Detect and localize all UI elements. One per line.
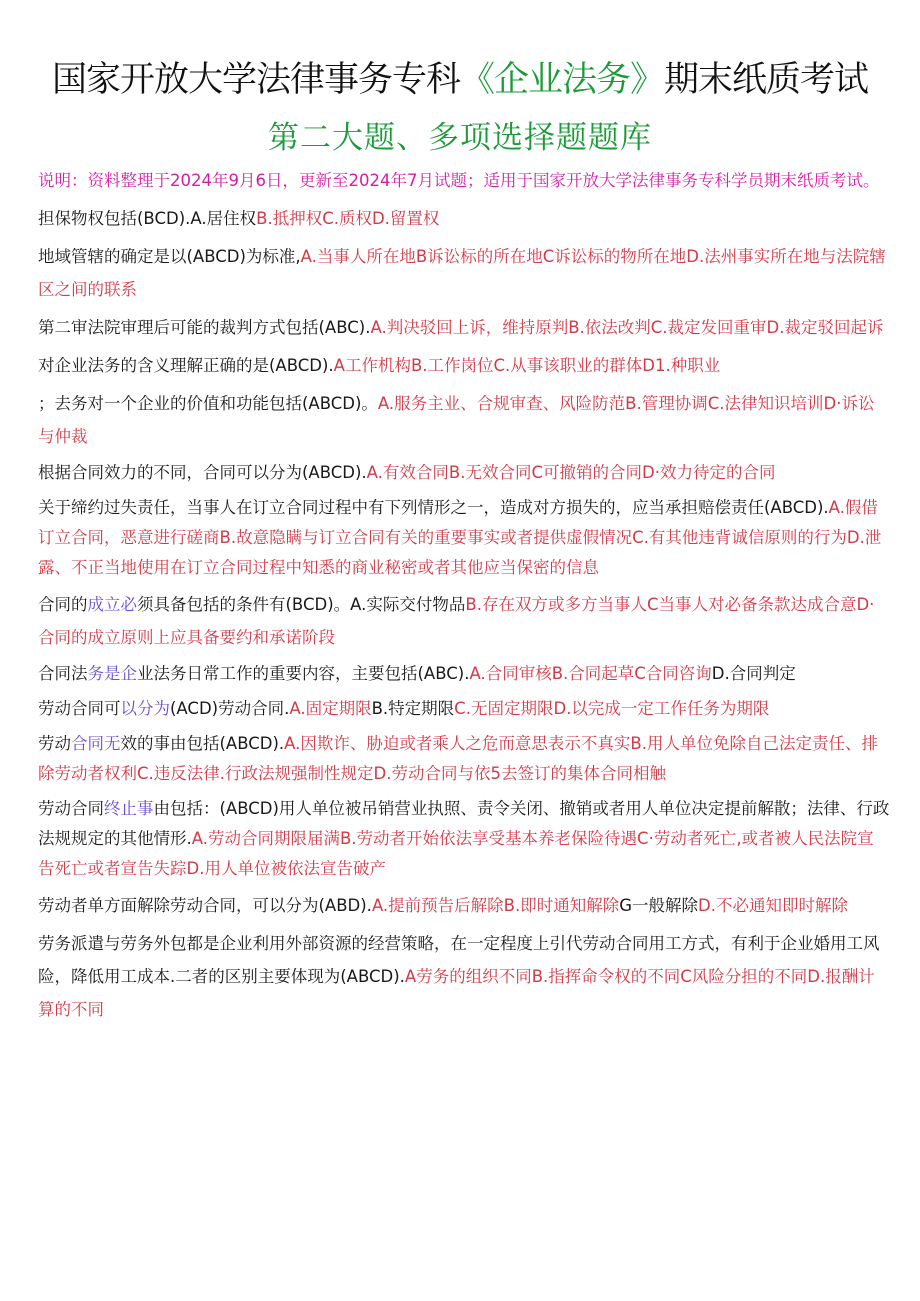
highlighted-text: 合同无 bbox=[71, 734, 121, 753]
question-item bbox=[38, 349, 890, 382]
title-suffix: 期末纸质考试 bbox=[664, 60, 869, 100]
question-text: 合同的 bbox=[38, 595, 88, 614]
question-text: 劳动者单方面解除劳动合同，可以分为(ABD). bbox=[38, 896, 372, 915]
answer-text: A.有效合同B.无效合同C可撤销的合同D·效力待定的合同 bbox=[366, 463, 776, 482]
highlighted-text: 终止事 bbox=[104, 799, 154, 818]
question-text: 合同法 bbox=[38, 664, 88, 683]
question-text: 须具备包括的条件有(BCD)。A.实际交付物品 bbox=[137, 595, 466, 614]
question-item bbox=[38, 202, 890, 235]
question-item bbox=[38, 493, 890, 583]
question-text: 地域管辖的确定是以(ABCD)为标准, bbox=[38, 247, 301, 266]
answer-text: A.劳动合同期限届满B.劳动者开始依法享受基本养老保险待遇C·劳动者死亡,或者被人民法院宣告死亡或者宣告失踪D.用人单位被依法宣告破产 bbox=[38, 829, 874, 878]
question-item bbox=[38, 889, 890, 922]
answer-text: A.当事人所在地B诉讼标的所在地C诉讼标的物所在地D.法州事实所在地与法院辖区之间的联系 bbox=[38, 247, 886, 299]
question-item bbox=[38, 458, 890, 488]
answer-text: A.假借订立合同，恶意进行磋商B.故意隐瞒与订立合同有关的重要事实或者提供虚假情况C.有其他违背诚信原则的行为D.泄露、不正当地使用在订立合同过程中知悉的商业秘密或者其他应当保密的信息 bbox=[38, 498, 882, 577]
answer-text: B.存在双方或多方当事人C当事人对必备条款达成合意D·合同的成立原则上应具备要约和承诺阶段 bbox=[38, 595, 875, 647]
question-item bbox=[38, 794, 890, 884]
page-title bbox=[0, 52, 920, 102]
question-text: 根据合同效力的不同，合同可以分为(ABCD). bbox=[38, 463, 367, 482]
question-item bbox=[38, 659, 890, 689]
question-item bbox=[38, 387, 890, 453]
question-text: 第二审法院审理后可能的裁判方式包括(ABC). bbox=[38, 318, 371, 337]
question-text: 劳动 bbox=[38, 734, 71, 753]
question-text: ；去务对一个企业的价值和功能包括(ABCD)。 bbox=[38, 394, 378, 413]
answer-text: D.不必通知即时解除 bbox=[698, 896, 848, 915]
question-text: 劳动合同 bbox=[38, 799, 104, 818]
question-item bbox=[38, 927, 890, 1026]
highlighted-text: 成立必 bbox=[87, 595, 137, 614]
answer-text: A.因欺诈、胁迫或者乘人之危而意思表示不真实B.用人单位免除自己法定责任、排除劳动者权利C.违反法律.行政法规强制性规定D.劳动合同与依5去签订的集体合同相触 bbox=[38, 734, 878, 783]
answer-text: A工作机构B.工作岗位C.从事该职业的群体D1.种职业 bbox=[333, 356, 721, 375]
question-text: 担保物权包括(BCD).A.居住权 bbox=[38, 209, 257, 228]
question-item bbox=[38, 694, 890, 724]
question-text: 对企业法务的含义理解正确的是(ABCD). bbox=[38, 356, 334, 375]
question-text: (ACD)劳动合同. bbox=[170, 699, 290, 718]
question-text: 由包括：(ABCD)用人单位被吊销营业执照、责令关闭、撤销或者用人单位决定提前解散；法律、行政法规规定的其他情形. bbox=[38, 799, 890, 848]
answer-text: B.抵押权C.质权D.留置权 bbox=[256, 209, 440, 228]
question-text: 关于缔约过失责任，当事人在订立合同过程中有下列情形之一，造成对方损失的，应当承担赔偿责任(ABCD). bbox=[38, 498, 829, 517]
question-item bbox=[38, 729, 890, 789]
question-item bbox=[38, 240, 890, 306]
question-text: 劳动合同可 bbox=[38, 699, 121, 718]
answer-text: C.无固定期限D.以完成一定工作任务为期限 bbox=[454, 699, 770, 718]
question-item bbox=[38, 311, 890, 344]
question-text: 劳务派遣与劳务外包都是企业利用外部资源的经营策略，在一定程度上引代劳动合同用工方式，有利于企业婚用工风险，降低用工成本.二者的区别主要体现为(ABCD). bbox=[38, 934, 880, 986]
question-text: 业法务日常工作的重要内容，主要包括(ABC). bbox=[137, 664, 470, 683]
page-subtitle: 第二大题、多项选择题题库 bbox=[268, 120, 652, 156]
question-text: B.特定期限 bbox=[371, 699, 455, 718]
highlighted-text: 务是企 bbox=[87, 664, 137, 683]
question-text: D.合同判定 bbox=[711, 664, 796, 683]
answer-text: A.提前预告后解除B.即时通知解除 bbox=[371, 896, 620, 915]
intro-note: 说明：资料整理于2024年9月6日，更新至2024年7月试题；适用于国家开放大学法律事务专科学员期末纸质考试。 bbox=[38, 171, 880, 190]
question-text: G一般解除 bbox=[619, 896, 699, 915]
highlighted-text: 以分为 bbox=[120, 699, 170, 718]
question-text: 效的事由包括(ABCD). bbox=[120, 734, 285, 753]
title-prefix: 国家开放大学法律事务专科 bbox=[51, 60, 460, 100]
answer-text: A.判决驳回上诉，维持原判B.依法改判C.裁定发回重审D.裁定驳回起诉 bbox=[370, 318, 884, 337]
answer-text: A.服务主业、合规审查、风险防范B.管理协调C.法律知识培训D·诉讼与仲裁 bbox=[38, 394, 875, 446]
answer-text: A.合同审核B.合同起草C合同咨询 bbox=[469, 664, 712, 683]
answer-text: A劳务的组织不同B.指挥命令权的不同C风险分担的不同D.报酬计算的不同 bbox=[38, 967, 875, 1019]
answer-text: A.固定期限 bbox=[289, 699, 372, 718]
title-course: 《企业法务》 bbox=[459, 60, 664, 100]
question-list bbox=[38, 164, 890, 1031]
question-item bbox=[38, 588, 890, 654]
